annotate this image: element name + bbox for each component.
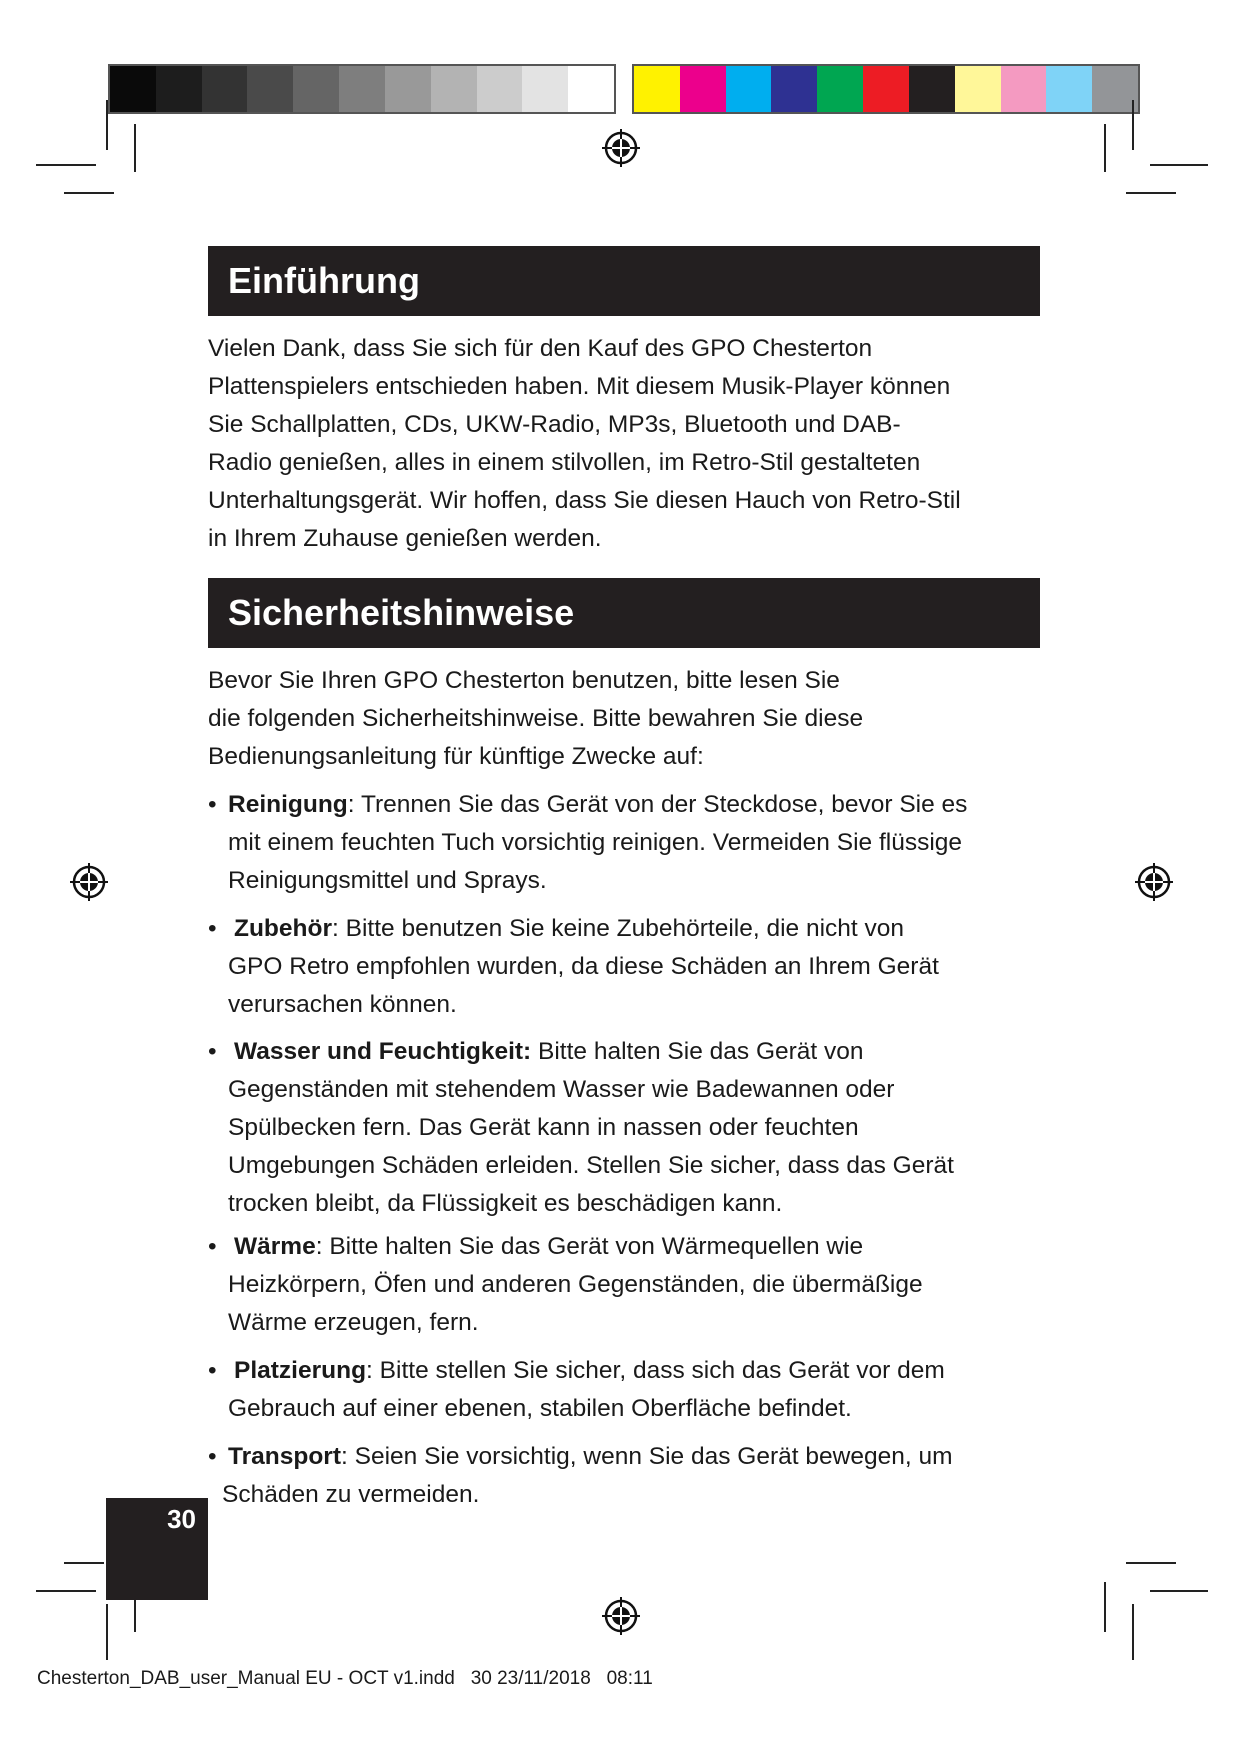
registration-mark-icon — [601, 128, 641, 168]
text-line: trocken bleibt, da Flüssigkeit es beschädigen kann. — [228, 1190, 783, 1217]
bullet-glyph: • — [208, 915, 217, 942]
safety-item-waerme — [208, 1228, 1048, 1342]
page-number: 30 — [106, 1498, 208, 1600]
safety-item-transport — [208, 1438, 1048, 1514]
text-line: Unterhaltungsgerät. Wir hoffen, dass Sie diesen Hauch von Retro-Stil — [208, 487, 961, 514]
color-swatch — [431, 66, 477, 112]
text-line: GPO Retro empfohlen wurden, da diese Schäden an Ihrem Gerät — [228, 953, 939, 980]
color-swatch — [202, 66, 248, 112]
text-line: Sie Schallplatten, CDs, UKW-Radio, MP3s, Bluetooth und DAB- — [208, 411, 901, 438]
text-line: Schäden zu vermeiden. — [222, 1481, 480, 1508]
crop-mark — [134, 124, 136, 172]
color-swatch — [726, 66, 772, 112]
safety-item-platzierung — [208, 1352, 1048, 1428]
color-swatch — [1046, 66, 1092, 112]
bullet-term: Reinigung — [228, 791, 348, 818]
color-swatch — [522, 66, 568, 112]
bullet-term: Transport — [228, 1443, 341, 1470]
bullet-body — [228, 786, 1048, 900]
text-line: Gegenständen mit stehendem Wasser wie Badewannen oder — [228, 1076, 895, 1103]
text-line: Heizkörpern, Öfen und anderen Gegenständen, die übermäßige — [228, 1271, 923, 1298]
color-swatch — [247, 66, 293, 112]
print-slug: Chesterton_DAB_user_Manual EU - OCT v1.indd 30 23/11/2018 08:11 — [37, 1668, 653, 1689]
bullet-glyph: • — [208, 791, 217, 818]
color-swatch — [909, 66, 955, 112]
text-line: Bitte stellen Sie sicher, dass sich das Gerät vor dem — [372, 1357, 945, 1384]
color-swatch — [293, 66, 339, 112]
bullet-glyph: • — [208, 1233, 217, 1260]
bullet-glyph: • — [208, 1038, 217, 1065]
color-swatch — [817, 66, 863, 112]
bullet-glyph: • — [208, 1357, 217, 1384]
crop-mark — [106, 1604, 108, 1660]
bullet-term: Wärme — [234, 1233, 316, 1260]
color-swatch — [385, 66, 431, 112]
text-line: Seien Sie vorsichtig, wenn Sie das Gerät bewegen, um — [347, 1443, 953, 1470]
text-line: Bitte benutzen Sie keine Zubehörteile, die nicht von — [338, 915, 905, 942]
process-color-bar — [632, 64, 1140, 114]
bullet-term: Wasser und Feuchtigkeit: — [234, 1038, 532, 1065]
color-swatch — [680, 66, 726, 112]
bullet-body — [228, 1352, 1048, 1428]
text-line: Bedienungsanleitung für künftige Zwecke auf: — [208, 743, 704, 770]
bullet-sep: : — [366, 1357, 373, 1384]
text-line: Wärme erzeugen, fern. — [228, 1309, 479, 1336]
text-line: Reinigungsmittel und Sprays. — [228, 867, 547, 894]
bullet-term: Zubehör — [234, 915, 332, 942]
safety-item-zubehoer — [208, 910, 1048, 1024]
crop-mark — [1150, 1590, 1208, 1592]
text-line: Bevor Sie Ihren GPO Chesterton benutzen, bitte lesen Sie — [208, 667, 840, 694]
crop-mark — [1126, 192, 1176, 194]
safety-intro-paragraph — [208, 662, 1048, 776]
registration-mark-icon — [69, 862, 109, 902]
text-line: Vielen Dank, dass Sie sich für den Kauf des GPO Chesterton — [208, 335, 873, 362]
color-swatch — [1001, 66, 1047, 112]
color-swatch — [477, 66, 523, 112]
safety-item-wasser — [208, 1033, 1048, 1223]
color-swatch — [771, 66, 817, 112]
text-line: Trennen Sie das Gerät von der Steckdose, bevor Sie es — [354, 791, 968, 818]
crop-mark — [106, 100, 108, 150]
bullet-term: Platzierung — [234, 1357, 367, 1384]
crop-mark — [64, 192, 114, 194]
section-title-safety: Sicherheitshinweise — [208, 578, 1040, 648]
bullet-sep: : — [347, 791, 355, 818]
crop-mark — [1104, 1582, 1106, 1632]
color-swatch — [634, 66, 680, 112]
crop-mark — [36, 164, 96, 166]
text-line: die folgenden Sicherheitshinweise. Bitte bewahren Sie diese — [208, 705, 864, 732]
safety-item-reinigung — [208, 786, 1048, 900]
text-line: Gebrauch auf einer ebenen, stabilen Oberfläche befindet. — [228, 1395, 852, 1422]
text-line: Bitte halten Sie das Gerät von — [531, 1038, 864, 1065]
text-line: in Ihrem Zuhause genießen werden. — [208, 525, 602, 552]
color-swatch — [156, 66, 202, 112]
bullet-body — [222, 1438, 1048, 1514]
text-line: Spülbecken fern. Das Gerät kann in nassen oder feuchten — [228, 1114, 859, 1141]
color-swatch — [110, 66, 156, 112]
section-title-intro: Einführung — [208, 246, 1040, 316]
grayscale-color-bar — [108, 64, 616, 114]
bullet-sep: : — [341, 1443, 348, 1470]
registration-mark-icon — [601, 1596, 641, 1636]
bullet-sep: : — [332, 915, 339, 942]
bullet-glyph: • — [208, 1443, 217, 1470]
text-line: Radio genießen, alles in einem stilvollen, im Retro-Stil gestalteten — [208, 449, 921, 476]
crop-mark — [1132, 100, 1134, 150]
color-swatch — [955, 66, 1001, 112]
crop-mark — [1132, 1604, 1134, 1660]
text-line: Umgebungen Schäden erleiden. Stellen Sie sicher, dass das Gerät — [228, 1152, 954, 1179]
crop-mark — [1126, 1562, 1176, 1564]
bullet-body — [228, 1033, 1048, 1223]
color-swatch — [339, 66, 385, 112]
text-line: Bitte halten Sie das Gerät von Wärmequellen wie — [322, 1233, 864, 1260]
crop-mark — [1150, 164, 1208, 166]
text-line: mit einem feuchten Tuch vorsichtig reinigen. Vermeiden Sie flüssige — [228, 829, 963, 856]
bullet-body — [228, 910, 1048, 1024]
text-line: Plattenspielers entschieden haben. Mit diesem Musik-Player können — [208, 373, 951, 400]
bullet-sep: : — [315, 1233, 323, 1260]
color-swatch — [568, 66, 614, 112]
crop-mark — [1104, 124, 1106, 172]
bullet-body — [228, 1228, 1048, 1342]
color-swatch — [863, 66, 909, 112]
registration-mark-icon — [1134, 862, 1174, 902]
intro-paragraph — [208, 330, 1048, 558]
text-line: verursachen können. — [228, 991, 457, 1018]
crop-mark — [64, 1562, 104, 1564]
crop-mark — [36, 1590, 96, 1592]
